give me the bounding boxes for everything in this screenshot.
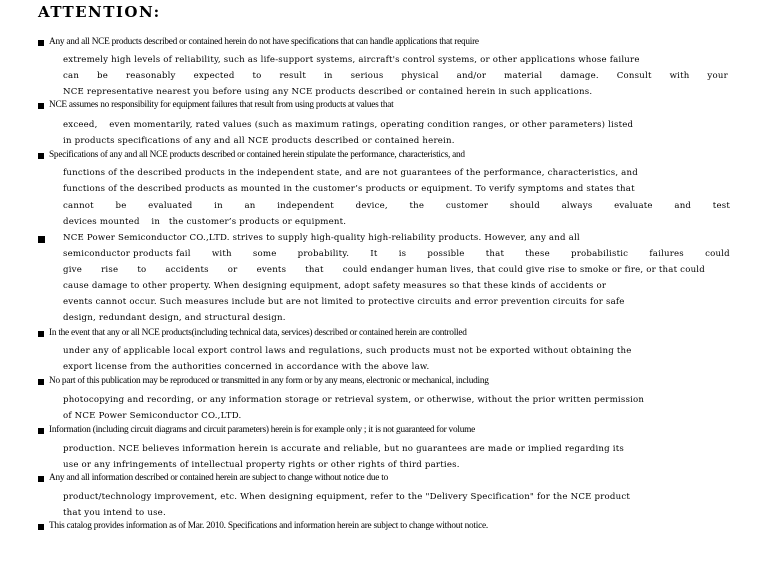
section-body-line: in products specifications of any and all NCE products described or contained herein. bbox=[63, 136, 455, 146]
section-body-line: exceed, even momentarily, rated values (such as maximum ratings, operating condition ranges, or other parameters) listed bbox=[63, 120, 634, 130]
justified-word: could endanger human lives, that could give rise to smoke or fire, or that could bbox=[342, 265, 705, 275]
justified-word: with bbox=[669, 71, 690, 81]
justified-word: is bbox=[398, 249, 407, 259]
justified-word: give bbox=[63, 265, 82, 275]
justified-word: your bbox=[707, 71, 728, 81]
section-lead-text: No part of this publication may be reproduced or transmitted in any form or by any means, electronic or mechanical, including bbox=[49, 376, 489, 386]
justified-word: expected bbox=[193, 71, 235, 81]
section-body-line: use or any infringements of intellectual property rights or other rights of third parties. bbox=[63, 460, 460, 470]
justified-word: reasonably bbox=[125, 71, 176, 81]
justified-word: physical bbox=[401, 71, 439, 81]
justified-word: damage. bbox=[560, 71, 599, 81]
section-body-line: of NCE Power Semiconductor CO.,LTD. bbox=[63, 411, 242, 421]
section-body-line: photocopying and recording, or any information storage or retrieval system, or otherwise, without the prior written permission bbox=[63, 395, 645, 405]
bullet-square-icon bbox=[38, 331, 44, 337]
bullet-square-icon bbox=[38, 476, 44, 482]
justified-word: evaluate bbox=[614, 201, 653, 211]
justified-word: result bbox=[279, 71, 306, 81]
bullet-square-icon bbox=[38, 428, 44, 434]
section-body-line bbox=[63, 201, 730, 211]
justified-word: device, bbox=[355, 201, 388, 211]
justified-word: be bbox=[115, 201, 127, 211]
justified-word: be bbox=[97, 71, 109, 81]
justified-word: should bbox=[509, 201, 540, 211]
section-lead-text: Any and all information described or contained herein are subject to change without notice due to bbox=[49, 473, 388, 483]
bullet-square-icon bbox=[38, 40, 44, 46]
bullet-square-icon bbox=[38, 379, 44, 385]
section-lead-text: Information (including circuit diagrams and circuit parameters) herein is for example only ; it is not guaranteed for volume bbox=[49, 425, 475, 435]
justified-word: possible bbox=[427, 249, 465, 259]
section-body-line bbox=[63, 249, 730, 259]
justified-word: always bbox=[561, 201, 593, 211]
justified-word: evaluated bbox=[148, 201, 193, 211]
justified-word: material bbox=[504, 71, 543, 81]
justified-word: to bbox=[137, 265, 147, 275]
justified-word: the bbox=[409, 201, 425, 211]
justified-word: could bbox=[705, 249, 730, 259]
section-body-line: NCE representative nearest you before using any NCE products described or contained herein in such applications. bbox=[63, 87, 593, 97]
justified-word: rise bbox=[101, 265, 119, 275]
justified-word: semiconductor products fail bbox=[63, 249, 191, 259]
justified-word: with bbox=[211, 249, 232, 259]
bullet-square-icon bbox=[38, 236, 45, 243]
section-body-line: under any of applicable local export control laws and regulations, such products must not be exported without obtaining the bbox=[63, 346, 632, 356]
justified-word: failures bbox=[649, 249, 684, 259]
section-body-line bbox=[63, 71, 728, 81]
justified-word: customer bbox=[445, 201, 489, 211]
section-lead-text: Any and all NCE products described or contained herein do not have specifications that can handle applications that require bbox=[49, 37, 479, 47]
justified-word: and/or bbox=[456, 71, 487, 81]
bullet-square-icon bbox=[38, 103, 44, 109]
section-body-line: product/technology improvement, etc. When designing equipment, refer to the "Delivery Specification" for the NCE product bbox=[63, 492, 630, 502]
bullet-square-icon bbox=[38, 524, 44, 530]
section-lead-text: NCE assumes no responsibility for equipment failures that result from using products at values that bbox=[49, 100, 394, 110]
justified-word: Consult bbox=[616, 71, 652, 81]
section-body-line: export license from the authorities concerned in accordance with the above law. bbox=[63, 362, 430, 372]
section-body-line: events cannot occur. Such measures include but are not limited to protective circuits and error prevention circuits for safe bbox=[63, 297, 625, 307]
justified-word: cannot bbox=[63, 201, 94, 211]
section-body-line: devices mounted in the customer’s products or equipment. bbox=[63, 217, 347, 227]
justified-word: or bbox=[227, 265, 238, 275]
justified-word: some bbox=[252, 249, 277, 259]
section-body-line: extremely high levels of reliability, such as life-support systems, aircraft's control systems, or other applications whose failure bbox=[63, 55, 640, 65]
section-lead-text: Specifications of any and all NCE products described or contained herein stipulate the performance, characteristics, and bbox=[49, 150, 465, 160]
justified-word: accidents bbox=[165, 265, 209, 275]
page-title: ATTENTION: bbox=[38, 3, 161, 21]
justified-word: to bbox=[252, 71, 262, 81]
justified-word: in bbox=[323, 71, 333, 81]
section-lead-text: In the event that any or all NCE products(including technical data, services) described or contained herein are controlled bbox=[49, 328, 467, 338]
section-body-line: that you intend to use. bbox=[63, 508, 166, 518]
section-body-line: production. NCE believes information herein is accurate and reliable, but no guarantees are made or implied regarding its bbox=[63, 444, 625, 454]
justified-word: independent bbox=[277, 201, 334, 211]
section-body-line: design, redundant design, and structural design. bbox=[63, 313, 286, 323]
justified-word: an bbox=[244, 201, 256, 211]
justified-word: events bbox=[256, 265, 287, 275]
section-body-line: functions of the described products in the independent state, and are not guarantees of the performance, characteristics, and bbox=[63, 168, 638, 178]
section-body-line: functions of the described products as mounted in the customer’s products or equipment. To verify symptoms and states that bbox=[63, 184, 635, 194]
justified-word: that bbox=[305, 265, 324, 275]
justified-word: these bbox=[525, 249, 550, 259]
justified-word: that bbox=[485, 249, 505, 259]
section-body-line: cause damage to other property. When designing equipment, adopt safety measures so that these kinds of accidents or bbox=[63, 281, 607, 291]
justified-word: It bbox=[370, 249, 378, 259]
justified-word: probability. bbox=[297, 249, 350, 259]
justified-word: probabilistic bbox=[571, 249, 629, 259]
section-lead-text: This catalog provides information as of Mar. 2010. Specifications and information herein are subject to change without notice. bbox=[49, 521, 488, 531]
justified-word: and bbox=[674, 201, 692, 211]
justified-word: test bbox=[712, 201, 730, 211]
justified-word: can bbox=[63, 71, 80, 81]
section-lead-text: NCE Power Semiconductor CO.,LTD. strives to supply high-quality high-reliability products. However, any and all bbox=[63, 233, 580, 243]
bullet-square-icon bbox=[38, 153, 44, 159]
justified-word: in bbox=[214, 201, 223, 211]
justified-word: serious bbox=[350, 71, 384, 81]
section-body-line bbox=[63, 265, 705, 275]
